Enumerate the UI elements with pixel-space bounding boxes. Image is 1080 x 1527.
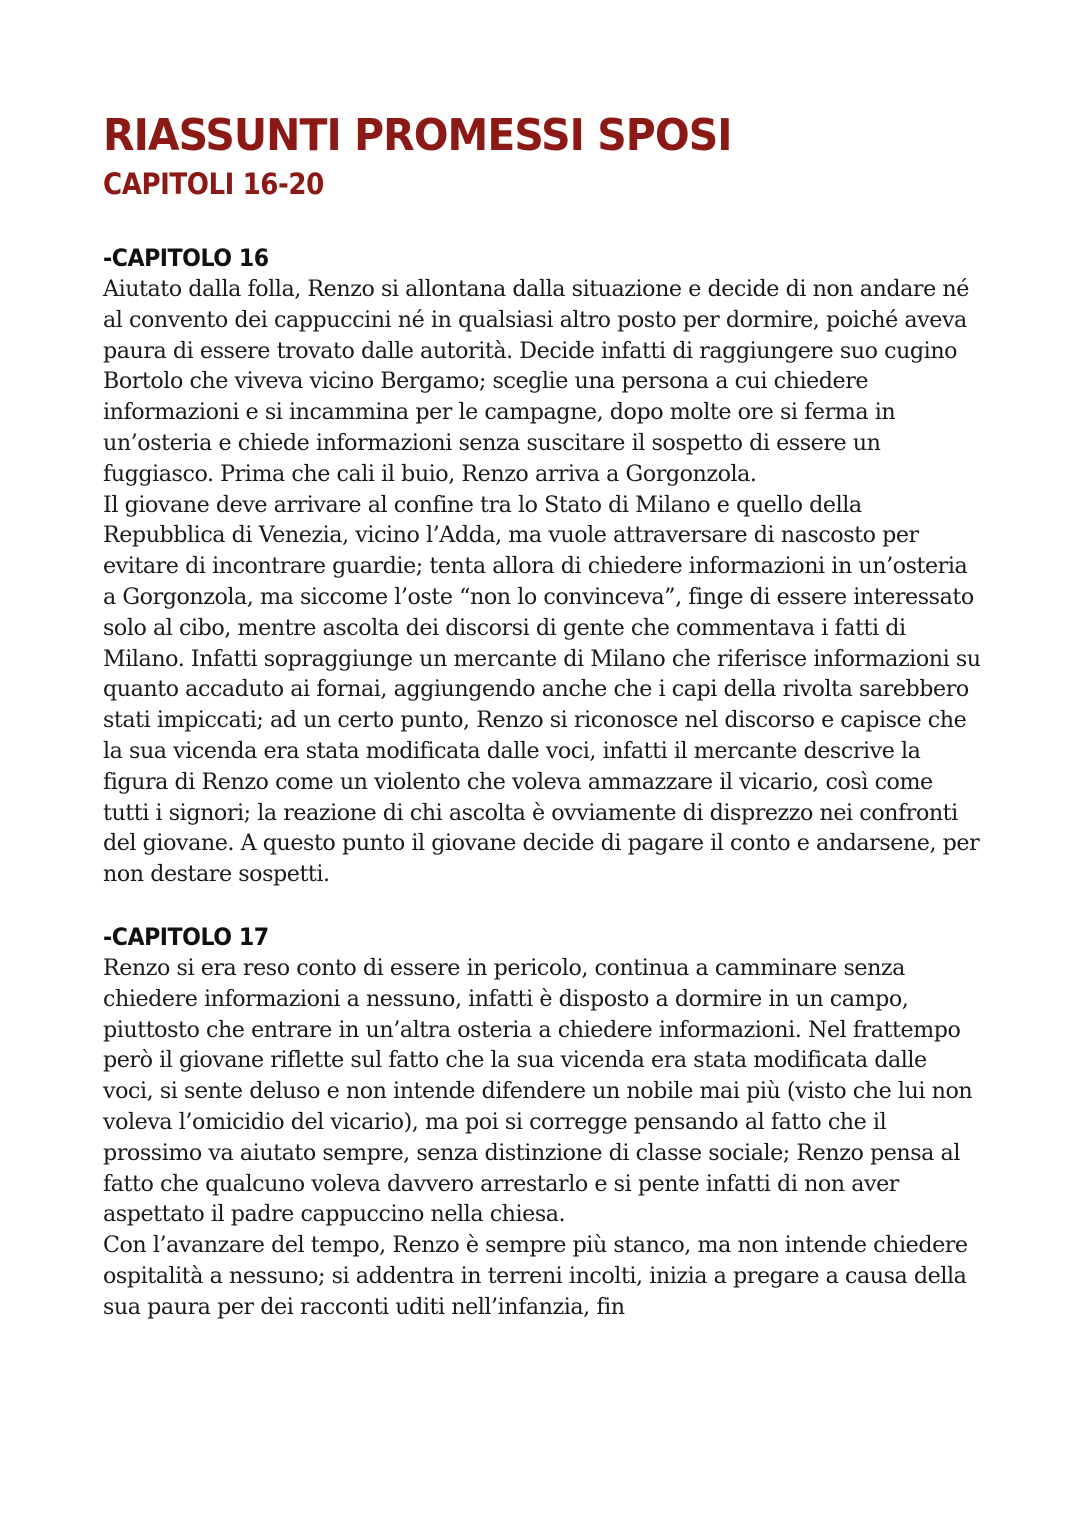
document-subtitle: CAPITOLI 16-20 <box>103 167 324 201</box>
chapter-16-section <box>103 242 983 890</box>
document-title: RIASSUNTI PROMESSI SPOSI <box>103 110 732 161</box>
chapter-paragraph: Aiutato dalla folla, Renzo si allontana dalla situazione e decide di non andare né al convento dei cappuccini né in qualsiasi altro posto per dormire, poiché aveva paura di essere trovato dalle autorità. Decide infatti di raggiungere suo cugino Bortolo che viveva vicino Bergamo; sceglie una persona a cui chiedere informazioni e si incammina per le campagne, dopo molte ore si ferma in un’osteria e chiede informazioni senza suscitare il sospetto di essere un fuggiasco. Prima che cali il buio, Renzo arriva a Gorgonzola. <box>103 276 969 487</box>
chapter-17-section <box>103 921 983 1323</box>
chapter-paragraph: Renzo si era reso conto di essere in pericolo, continua a camminare senza chiedere informazioni a nessuno, infatti è disposto a dormire in un campo, piuttosto che entrare in un’altra osteria a chiedere informazioni. Nel frattempo però il giovane riflette sul fatto che la sua vicenda era stata modificata dalle voci, si sente deluso e non intende difendere un nobile mai più (visto che lui non voleva l’omicidio del vicario), ma poi si corregge pensando al fatto che il prossimo va aiutato sempre, senza distinzione di classe sociale; Renzo pensa al fatto che qualcuno voleva davvero arrestarlo e si pente infatti di non aver aspettato il padre cappuccino nella chiesa. <box>103 954 973 1228</box>
chapter-paragraph: Il giovane deve arrivare al confine tra lo Stato di Milano e quello della Repubblica di Venezia, vicino l’Adda, ma vuole attraversare di nascosto per evitare di incontrare guardie; tenta allora di chiedere informazioni in un’osteria a Gorgonzola, ma siccome l’oste “non lo convinceva”, finge di essere interessato solo al cibo, mentre ascolta dei discorsi di gente che commentava i fatti di Milano. Infatti sopraggiunge un mercante di Milano che riferisce informazioni su quanto accaduto ai fornai, aggiungendo anche che i capi della rivolta sarebbero stati impiccati; ad un certo punto, Renzo si riconosce nel discorso e capisce che la sua vicenda era stata modificata dalle voci, infatti il mercante descrive la figura di Renzo come un violento che voleva ammazzare il vicario, così come tutti i signori; la reazione di chi ascolta è ovviamente di disprezzo nei confronti del giovane. A questo punto il giovane decide di pagare il conto e andarsene, per non destare sospetti. <box>103 491 981 888</box>
document-page <box>103 108 983 1323</box>
chapter-paragraph: Con l’avanzare del tempo, Renzo è sempre più stanco, ma non intende chiedere ospitalità a nessuno; si addentra in terreni incolti, inizia a pregare a causa della sua paura per dei racconti uditi nell’infanzia, fin <box>103 1232 968 1320</box>
chapter-heading: -CAPITOLO 16 <box>103 244 269 272</box>
chapter-heading: -CAPITOLO 17 <box>103 922 269 951</box>
